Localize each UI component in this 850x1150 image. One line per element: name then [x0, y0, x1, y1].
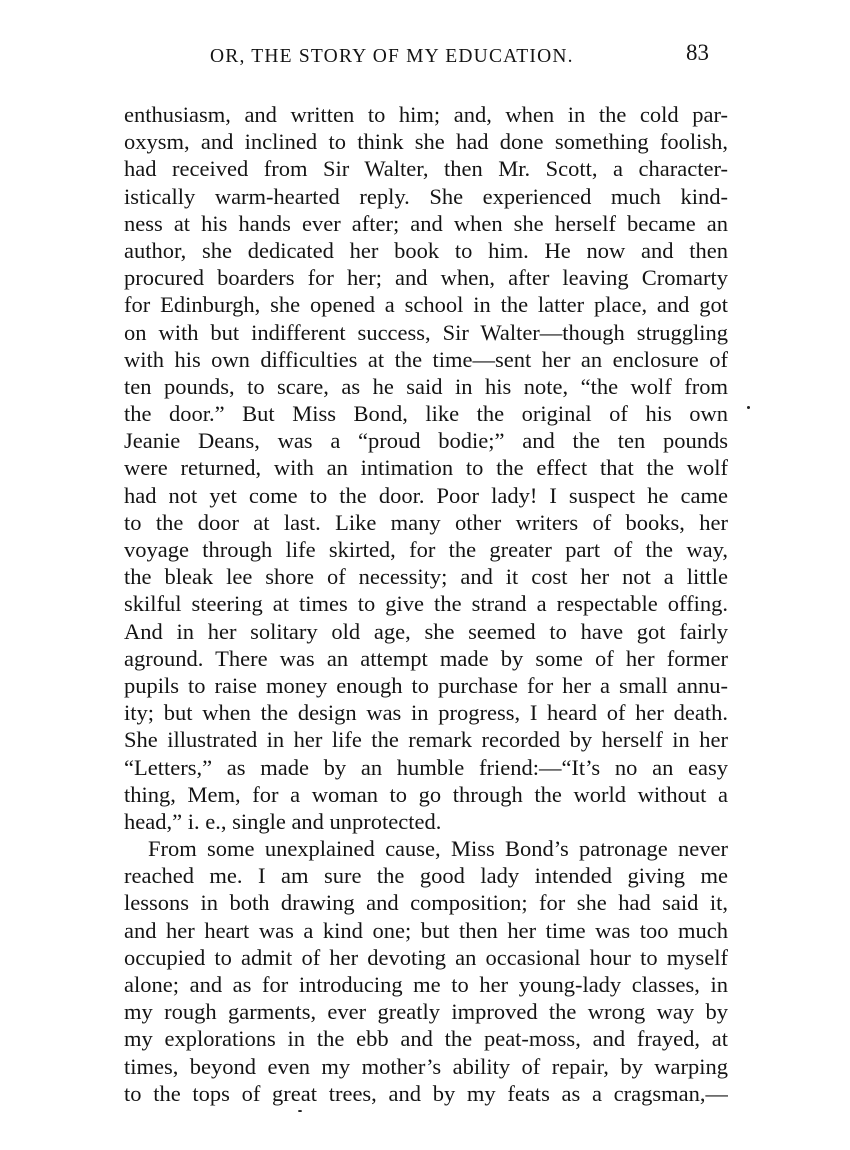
- text-line: the bleak lee shore of necessity; and it cost her not a little: [124, 564, 728, 590]
- text-line: And in her solitary old age, she seemed to have got fairly: [124, 618, 728, 644]
- text-line: with his own difficulties at the time—sent her an enclosure of: [124, 346, 728, 372]
- text-line: lessons in both drawing and composition; for she had said it,: [124, 890, 728, 916]
- text-line: on with but indifferent success, Sir Walter—though struggling: [124, 319, 728, 345]
- text-line: Jeanie Deans, was a “proud bodie;” and the ten pounds: [124, 428, 728, 454]
- text-line: for Edinburgh, she opened a school in the latter place, and got: [124, 292, 728, 318]
- ink-speck: [747, 406, 750, 409]
- text-line: head,” i. e., single and unprotected.: [124, 808, 442, 834]
- text-line: occupied to admit of her devoting an occasional hour to myself: [124, 944, 728, 970]
- text-line: oxysm, and inclined to think she had done something foolish,: [124, 129, 728, 155]
- text-line: the door.” But Miss Bond, like the original of his own: [124, 401, 728, 427]
- text-line: enthusiasm, and written to him; and, when in the cold par-: [124, 102, 728, 127]
- text-line: and her heart was a kind one; but then her time was too much: [124, 917, 728, 943]
- text-line: had received from Sir Walter, then Mr. Scott, a character-: [124, 156, 728, 182]
- text-line: “Letters,” as made by an humble friend:—“It’s no an easy: [124, 754, 728, 780]
- text-line: aground. There was an attempt made by some of her former: [124, 645, 728, 671]
- ink-speck: [298, 1110, 302, 1112]
- page-number: 83: [686, 40, 709, 65]
- text-line: reached me. I am sure the good lady intended giving me: [124, 863, 728, 889]
- text-line: ness at his hands ever after; and when she herself became an: [124, 210, 728, 236]
- text-line: pupils to raise money enough to purchase for her a small annu-: [124, 672, 728, 698]
- running-title: OR, THE STORY OF MY EDUCATION.: [210, 46, 574, 67]
- text-line: author, she dedicated her book to him. He now and then: [124, 237, 728, 263]
- text-line: istically warm-hearted reply. She experienced much kind-: [124, 183, 728, 209]
- text-line: alone; and as for introducing me to her young-lady classes, in: [124, 972, 728, 997]
- text-line: were returned, with an intimation to the effect that the wolf: [124, 455, 728, 481]
- text-line: ity; but when the design was in progress, I heard of her death.: [124, 700, 728, 726]
- body-text: [124, 101, 728, 1107]
- text-line: She illustrated in her life the remark recorded by herself in her: [124, 727, 728, 753]
- text-line: procured boarders for her; and when, after leaving Cromarty: [124, 265, 728, 291]
- text-line: ten pounds, to scare, as he said in his note, “the wolf from: [124, 373, 728, 399]
- text-line: my rough garments, ever greatly improved the wrong way by: [124, 999, 728, 1025]
- text-line: my explorations in the ebb and the peat-moss, and frayed, at: [124, 1026, 728, 1052]
- text-line: had not yet come to the door. Poor lady! I suspect he came: [124, 482, 728, 508]
- text-line: times, beyond even my mother’s ability of repair, by warping: [124, 1053, 728, 1079]
- text-line: skilful steering at times to give the strand a respectable offing.: [124, 591, 728, 617]
- text-line: to the door at last. Like many other writers of books, her: [124, 509, 728, 535]
- text-line: to the tops of great trees, and by my feats as a cragsman,—: [124, 1080, 728, 1106]
- paragraph-start-line: From some unexplained cause, Miss Bond’s patronage never: [148, 836, 728, 862]
- text-line: thing, Mem, for a woman to go through the world without a: [124, 781, 728, 807]
- text-line: voyage through life skirted, for the greater part of the way,: [124, 537, 728, 562]
